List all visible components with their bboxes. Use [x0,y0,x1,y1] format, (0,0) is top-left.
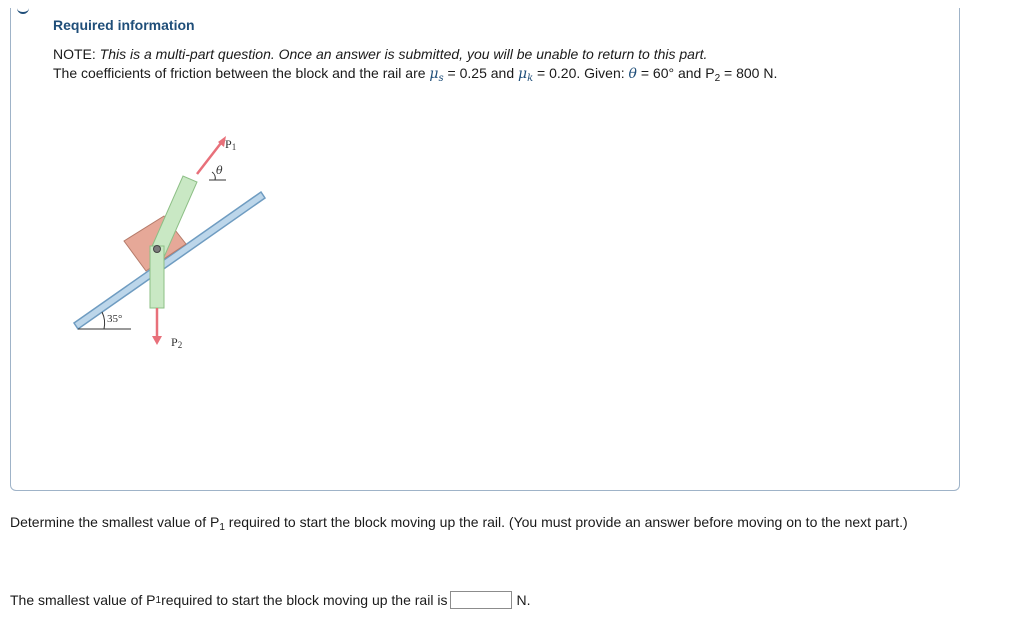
required-information-panel [10,8,960,491]
answer-prompt-b: required to start the block moving up the rail is [161,592,448,608]
question-part-b: required to start the block moving up the rail. (You must provide an answer before moving on to the next part.) [224,514,908,530]
p1-answer-input[interactable] [450,591,512,609]
theta-value: = 60° and P [636,65,715,81]
panel-title: Required information [53,17,195,33]
panel-corner-icon [17,4,29,14]
answer-unit: N. [516,592,531,608]
incline-angle-label: 35° [107,313,123,325]
note-prefix: NOTE: [53,46,100,62]
answer-prompt-a: The smallest value of P [10,592,156,608]
mu-k-value: = 0.20. Given: [533,65,629,81]
p2-force-arrow [152,308,162,345]
mu-s-symbol: μ [429,66,439,82]
note-line [53,46,707,62]
theta-symbol: θ [628,66,637,82]
block-on-rail-figure [66,126,276,356]
p1-figure-label: P1 [225,137,237,152]
pin-joint [154,246,161,253]
mu-k-symbol: μ [518,66,528,82]
mu-k-subscript: k [527,73,534,84]
theta-figure-label: θ [216,164,223,177]
coefficients-line [53,65,777,84]
p2-figure-label: P2 [171,335,183,350]
note-text: This is a multi-part question. Once an answer is submitted, you will be unable to return to this part. [99,46,708,62]
p2-value: = 800 N. [720,65,778,81]
answer-line [10,591,530,609]
lower-arm [150,246,164,308]
question-text [10,512,970,538]
answer-subscript: 1 [155,594,162,606]
p2-subscript: 2 [714,73,721,84]
question-subscript: 1 [219,522,225,533]
mu-s-value: = 0.25 and [443,65,518,81]
mu-s-subscript: s [438,73,444,84]
question-part-a: Determine the smallest value of P [10,514,220,530]
coef-intro: The coefficients of friction between the block and the rail are [53,65,430,81]
